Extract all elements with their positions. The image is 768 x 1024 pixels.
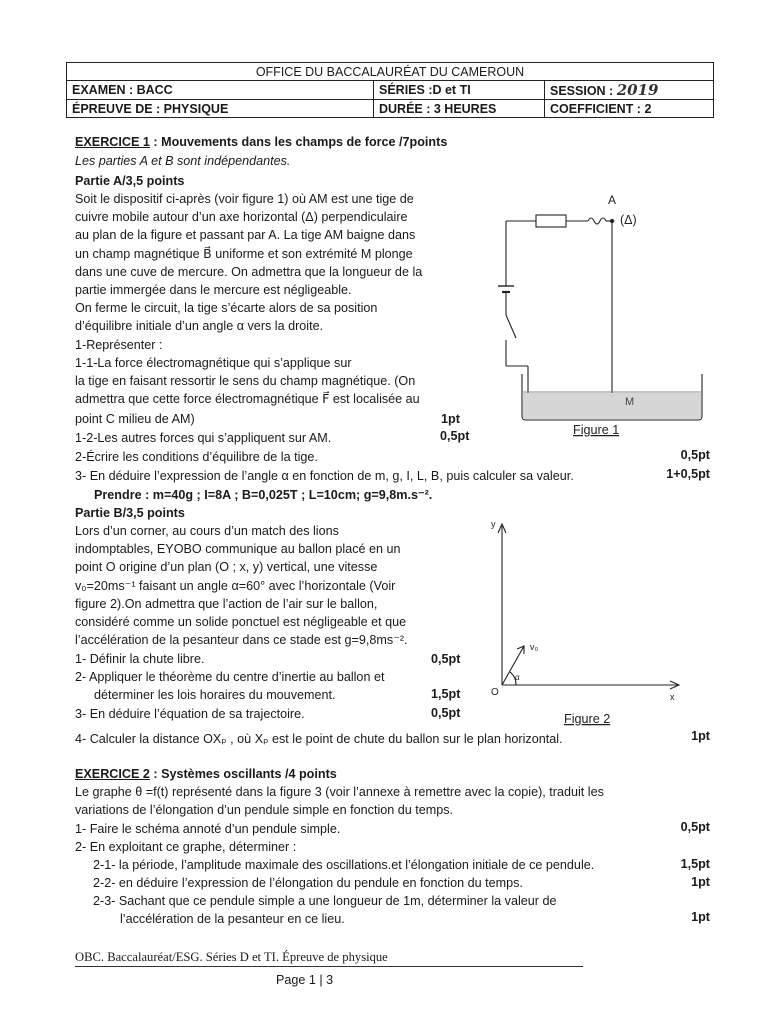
label-alpha: α [515, 673, 520, 682]
q11-last-line: point C milieu de AM) [75, 412, 195, 426]
session-value: 2019 [616, 81, 659, 99]
partA-text-line: cuivre mobile autour d’un axe horizontal (Δ) perpendiculaire [75, 210, 408, 225]
resistor-symbol [536, 215, 566, 227]
partB-text-line: Lors d’un corner, au cours d’un match des lions [75, 524, 339, 538]
ex2-q21-points: 1,5pt [680, 857, 710, 871]
figure2-caption: Figure 2 [564, 712, 611, 726]
ex2-q1-text: 1- Faire le schéma annoté d’un pendule simple. [75, 822, 341, 836]
partA-text-line: 1-1-La force électromagnétique qui s’applique sur [75, 355, 352, 370]
mercury-bath [523, 393, 701, 419]
b2-text-line1: 2- Appliquer le théorème du centre d’inertie au ballon et [75, 670, 385, 684]
label-v0: v₀ [530, 642, 539, 652]
v0-vector [502, 646, 524, 685]
label-o: O [491, 687, 499, 698]
label-x: x [670, 692, 675, 702]
q3-data: Prendre : m=40g ; I=8A ; B=0,025T ; L=10cm; g=9,8m.s⁻². [94, 488, 433, 502]
ex2-q23-text-line1: 2-3- Sachant que ce pendule simple a une longueur de 1m, déterminer la valeur de [93, 894, 557, 908]
label-a: A [608, 193, 617, 207]
ex2-q23-text-line2: l’accélération de la pesanteur en ce lieu. [120, 912, 345, 926]
figure1-caption: Figure 1 [573, 423, 620, 437]
exercise2-title: EXERCICE 2 : Systèmes oscillants /4 points [75, 767, 337, 781]
footer-rule [75, 966, 583, 967]
session-label: SESSION : [550, 84, 614, 98]
ex2-intro-line1: Le graphe θ =f(t) représenté dans la figure 3 (voir l’annexe à remettre avec la copie), traduit les [75, 785, 604, 799]
q3-points: 1+0,5pt [666, 467, 710, 481]
duree-cell: DURÉE : 3 HEURES [374, 100, 545, 118]
partA-text-line: partie immergée dans le mercure est négligeable. [75, 283, 352, 297]
partA-text-line: d’équilibre initiale d’un angle α vers la droite. [75, 319, 324, 334]
partA-text-line: dans une cuve de mercure. On admettra que la longueur de la [75, 264, 423, 279]
session-cell [545, 81, 714, 100]
partB-text-line: l’accélération de la pesanteur dans ce stade est g=9,8ms⁻². [75, 633, 408, 648]
ex2-q21-text: 2-1- la période, l’amplitude maximale des oscillations.et l’élongation initiale de ce pendule. [93, 858, 595, 872]
coefficient-cell: COEFFICIENT : 2 [545, 100, 714, 118]
q2-points: 0,5pt [680, 448, 710, 462]
partA-text-line: au plan de la figure et passant par A. La tige AM baigne dans [75, 228, 416, 243]
partB-text-line: point O origine d’un plan (O ; x, y) vertical, une vitesse [75, 560, 378, 575]
partA-text-line: la tige en faisant ressortir le sens du champ magnétique. (On [75, 374, 416, 388]
partB-text-line: indomptables, EYOBO communique au ballon placé en un [75, 542, 401, 557]
figure1-circuit [490, 188, 720, 448]
partA-text-line: Soit le dispositif ci-après (voir figure 1) où AM est une tige de [75, 192, 414, 206]
footer-text: OBC. Baccalauréat/ESG. Séries D et TI. Épreuve de physique [75, 950, 388, 964]
series-cell: SÉRIES :D et TI [374, 81, 545, 100]
q2-text: 2-Écrire les conditions d’équilibre de la tige. [75, 450, 318, 464]
exercise1-subtitle: Les parties A et B sont indépendantes. [75, 154, 291, 168]
coil-symbol [588, 218, 606, 224]
ex2-q1-points: 0,5pt [680, 820, 710, 834]
q12-points: 0,5pt [440, 429, 470, 443]
office-title: OFFICE DU BACCALAURÉAT DU CAMEROUN [67, 63, 714, 81]
b4-text: 4- Calculer la distance OXₚ , où Xₚ est le point de chute du ballon sur le plan horizontal. [75, 732, 563, 746]
label-m: M [625, 396, 635, 408]
partA-text-line: admettra que cette force électromagnétique F⃗ est localisée au [75, 392, 420, 407]
b3-text: 3- En déduire l’équation de sa trajectoire. [75, 707, 305, 721]
partA-text-line: 1-Représenter : [75, 337, 163, 352]
examen-cell: EXAMEN : BACC [67, 81, 374, 100]
exam-header-table [66, 62, 714, 118]
b3-points: 0,5pt [431, 706, 461, 720]
ex2-q22-points: 1pt [691, 875, 710, 889]
figure2-axes [484, 518, 694, 733]
b2-text-line2: déterminer les lois horaires du mouvement. [94, 688, 336, 702]
ex2-q22-text: 2-2- en déduire l’expression de l’élongation du pendule en fonction du temps. [93, 876, 523, 890]
partA-text-line: On ferme le circuit, la tige s’écarte alors de sa position [75, 301, 378, 316]
partB-text-line: figure 2).On admettra que l’action de l’air sur le ballon, [75, 596, 378, 611]
b4-points: 1pt [691, 729, 710, 743]
b1-text: 1- Définir la chute libre. [75, 652, 205, 666]
partA-text-line: un champ magnétique B⃗ uniforme et son extrémité M plonge [75, 246, 413, 261]
page-number: Page 1 | 3 [276, 973, 334, 987]
b2-points: 1,5pt [431, 687, 461, 701]
ex2-q23-points: 1pt [691, 910, 710, 924]
ex2-q2-text: 2- En exploitant ce graphe, déterminer : [75, 840, 297, 854]
partB-text-line: v₀=20ms⁻¹ faisant un angle α=60° avec l’horizontale (Voir [75, 578, 396, 593]
label-y: y [491, 519, 496, 529]
b1-points: 0,5pt [431, 652, 461, 666]
ex2-intro-line2: variations de l’élongation d’un pendule simple en fonction du temps. [75, 803, 454, 817]
partA-title: Partie A/3,5 points [75, 174, 185, 188]
partB-text-line: considéré comme un solide ponctuel est négligeable et que [75, 615, 407, 629]
q3-text: 3- En déduire l’expression de l’angle α en fonction de m, g, I, L, B, puis calculer sa valeur. [75, 469, 574, 483]
q12-text: 1-2-Les autres forces qui s’appliquent sur AM. [75, 431, 332, 445]
q11-points: 1pt [441, 412, 460, 426]
label-delta: (Δ) [620, 213, 637, 227]
partB-title: Partie B/3,5 points [75, 506, 185, 520]
epreuve-cell: ÉPREUVE DE : PHYSIQUE [67, 100, 374, 118]
exercise1-title: EXERCICE 1 : Mouvements dans les champs de force /7points [75, 135, 448, 149]
